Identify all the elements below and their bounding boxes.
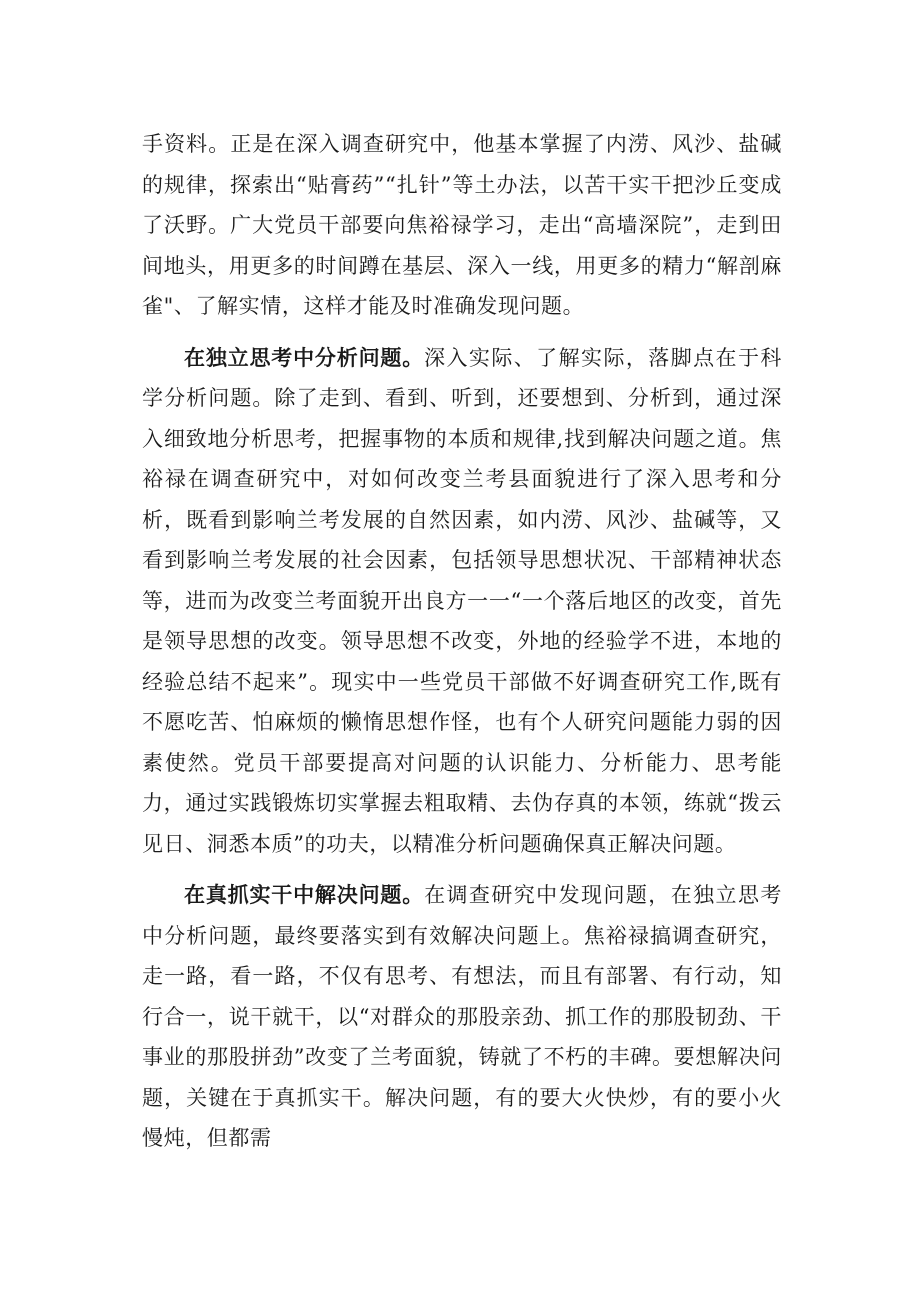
document-body: [142, 124, 782, 1170]
paragraph-heading: 在独立思考中分析问题。: [184, 345, 425, 370]
paragraph-continuation: [142, 124, 782, 327]
paragraph-analyze-problems: [142, 338, 782, 865]
paragraph-solve-problems: [142, 875, 782, 1159]
paragraph-text: 深入实际、了解实际，落脚点在于科学分析问题。除了走到、看到、听到，还要想到、分析到，通过深入细致地分析思考，把握事物的本质和规律,找到解决问题之道。焦裕禄在调查研究中，对如何改变兰考县面貌进行了深入思考和分析，既看到影响兰考发展的自然因素，如内涝、风沙、盐碱等，又看到影响兰考发展的社会因素，包括领导思想状况、干部精神状态等，进而为改变兰考面貌开出良方一一“一个落后地区的改变，首先是领导思想的改变。领导思想不改变，外地的经验学不进，本地的经验总结不起来”。现实中一些党员干部做不好调查研究工作,既有不愿吃苦、怕麻烦的懒惰思想作怪，也有个人研究问题能力弱的因素使然。党员干部要提高对问题的认识能力、分析能力、思考能力，通过实践锻炼切实掌握去粗取精、去伪存真的本领，练就“拨云见日、洞悉本质”的功夫，以精准分析问题确保真正解决问题。: [142, 345, 783, 856]
paragraph-text: 在调查研究中发现问题，在独立思考中分析问题，最终要落实到有效解决问题上。焦裕禄搞调查研究，走一路，看一路，不仅有思考、有想法，而且有部署、有行动，知行合一，说干就干，以“对群众的那股亲劲、抓工作的那股韧劲、干事业的那股拼劲”改变了兰考面貌，铸就了不朽的丰碑。要想解决问题，关键在于真抓实干。解决问题，有的要大火快炒，有的要小火慢炖，但都需: [142, 883, 783, 1150]
paragraph-heading: 在真抓实干中解决问题。: [184, 883, 425, 907]
paragraph-text: 手资料。正是在深入调查研究中，他基本掌握了内涝、风沙、盐碱的规律，探索出“贴膏药”“扎针”等土办法，以苦干实干把沙丘变成了沃野。广大党员干部要向焦裕禄学习，走出“高墙深院”，走到田间地头，用更多的时间蹲在基层、深入一线，用更多的精力“解剖麻雀"、了解实情，这样才能及时准确发现问题。: [142, 132, 782, 318]
